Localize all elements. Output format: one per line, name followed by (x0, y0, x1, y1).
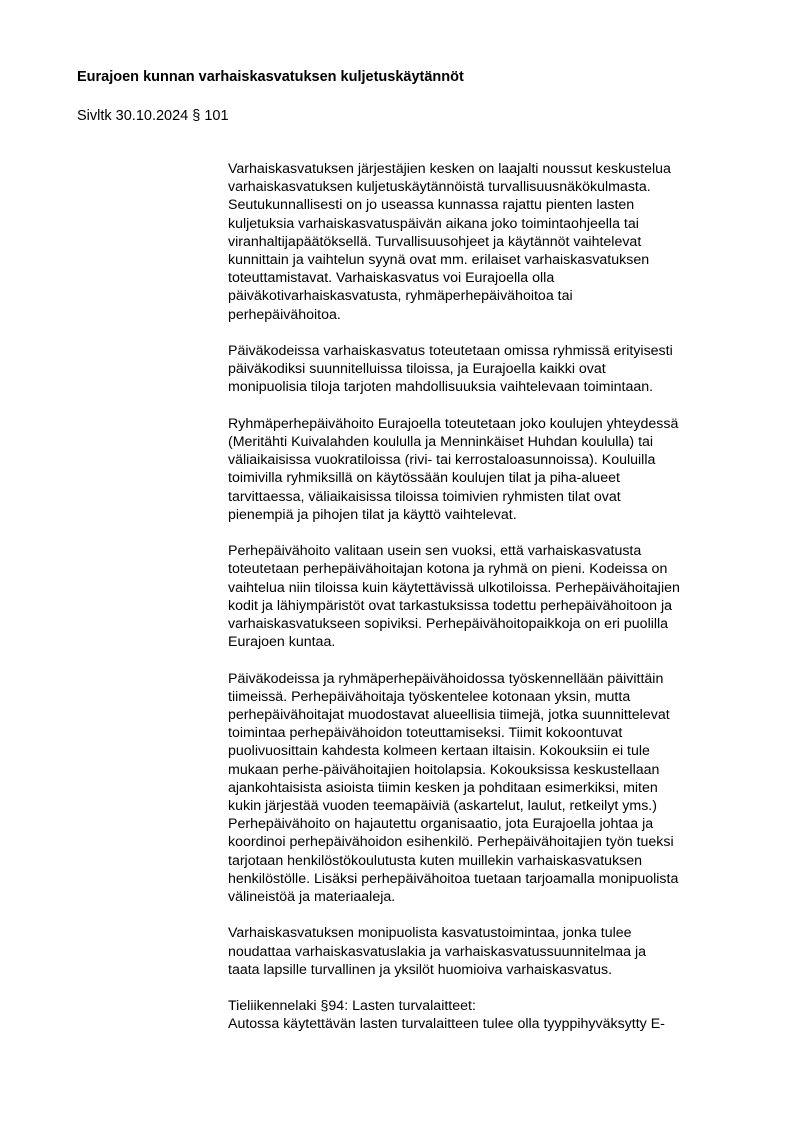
text-line: viranhaltijapäätöksellä. Turvallisuusohjeet ja käytännöt vaihtelevat (228, 233, 642, 250)
text-line: Varhaiskasvatuksen järjestäjien kesken on laajalti noussut keskustelua (228, 161, 671, 177)
text-line: kuljetuksia varhaiskasvatuspäivän aikana joko toimintaohjeella tai (228, 215, 639, 232)
text-line: Päiväkodeissa varhaiskasvatus toteutetaan omissa ryhmissä erityisesti (228, 343, 673, 360)
text-line: noudattaa varhaiskasvatuslakia ja varhaiskasvatussuunnitelmaa ja (228, 943, 646, 960)
text-line: päiväkotivarhaiskasvatusta, ryhmäperhepäivähoitoa tai (228, 288, 573, 305)
text-line: taata lapsille turvallinen ja yksilöt huomioiva varhaiskasvatus. (228, 961, 613, 978)
text-line: välineistöä ja materiaaleja. (228, 889, 396, 906)
text-line: päiväkodiksi suunnitelluissa tiloissa, ja Eurajoella kaikki ovat (228, 361, 606, 378)
text-line: toteutetaan perhepäivähoitajan kotona ja ryhmä on pieni. Kodeissa on (228, 561, 668, 578)
text-line: kodit ja lähiympäristöt ovat tarkastuksissa todettu perhepäivähoitoon ja (228, 597, 673, 614)
paragraph-background (228, 160, 748, 324)
text-line: Ryhmäperhepäivähoito Eurajoella toteutetaan joko koulujen yhteydessä (228, 415, 679, 432)
text-line: puolivuosittain kahdesta kolmeen kertaan iltaisin. Kokouksiin ei tule (228, 743, 650, 760)
text-line: Seutukunnallisesti on jo useassa kunnassa rajattu pienten lasten (228, 197, 635, 214)
text-line: toimivilla ryhmiksillä on käytössään koulujen tilat ja piha-alueet (228, 470, 620, 487)
paragraph-traffic-law (228, 997, 748, 1033)
text-line: toteuttamistavat. Varhaiskasvatus voi Eurajoella olla (228, 270, 555, 287)
text-line: toimintaa perhepäivähoidon toteuttamiseksi. Tiimit kokoontuvat (228, 725, 623, 742)
text-line: Tieliikennelaki §94: Lasten turvalaitteet: (228, 998, 476, 1015)
text-line: tarvittaessa, väliaikaisissa tiloissa toimivien ryhmisten tilat ovat (228, 488, 621, 505)
text-line: henkilöstölle. Lisäksi perhepäivähoitoa tuetaan tarjoamalla monipuolista (228, 870, 679, 887)
text-line: ajankohtaisista asioista tiimin kesken ja pohditaan esimerkiksi, miten (228, 779, 658, 796)
text-line: perhepäivähoitajat muodostavat alueellisia tiimejä, jotka suunnittelevat (228, 707, 670, 724)
text-line: varhaiskasvatukseen sopiviksi. Perhepäivähoitopaikkoja on eri puolilla (228, 616, 669, 633)
text-line: Päiväkodeissa ja ryhmäperhepäivähoidossa työskennellään päivittäin (228, 670, 664, 687)
text-line: Autossa käytettävän lasten turvalaitteen tulee olla tyyppihyväksytty E- (228, 1016, 665, 1033)
text-line: monipuolisia tiloja tarjoten mahdollisuuksia vaihtelevaan toimintaan. (228, 379, 654, 396)
text-line: mukaan perhe-päivähoitajien hoitolapsia. Kokouksissa keskustellaan (228, 761, 660, 778)
text-line: Perhepäivähoito on hajautettu organisaatio, jota Eurajoella johtaa ja (228, 816, 654, 833)
text-line: Eurajoen kuntaa. (228, 634, 336, 651)
text-line: (Meritähti Kuivalahden koululla ja Menninkäiset Huhdan koululla) tai (228, 434, 654, 451)
text-line: tiimeissä. Perhepäivähoitaja työskentelee kotonaan yksin, mutta (228, 688, 631, 705)
paragraph-education-activity (228, 924, 748, 979)
text-line: Perhepäivähoito valitaan usein sen vuoksi, että varhaiskasvatusta (228, 543, 642, 560)
text-line: koordinoi perhepäivähoidon esihenkilö. Perhepäivähoitajien työn tueksi (228, 834, 674, 851)
text-line: perhepäivähoitoa. (228, 306, 341, 323)
paragraph-group-family-daycare (228, 415, 748, 524)
meeting-reference: Sivltk 30.10.2024 § 101 (77, 108, 229, 124)
text-line: väliaikaisissa vuokratiloissa (rivi- tai kerrostaloasunnoissa). Kouluilla (228, 452, 656, 469)
text-line: vaihtelua niin tiloissa kuin käytettävissä ulkotiloissa. Perhepäivähoitajien (228, 579, 680, 596)
text-line: tarjotaan henkilöstökoulutusta kuten muillekin varhaiskasvatuksen (228, 852, 643, 869)
text-line: kukin järjestää vuoden teemapäiviä (askartelut, laulut, retkeilyt yms.) (228, 798, 657, 815)
paragraph-daycare (228, 342, 748, 397)
paragraph-family-daycare (228, 542, 748, 651)
document-body (228, 160, 748, 1052)
text-line: pienempiä ja pihojen tilat ja käyttö vaihtelevat. (228, 506, 517, 523)
text-line: Varhaiskasvatuksen monipuolista kasvatustoimintaa, jonka tulee (228, 925, 632, 942)
document-title: Eurajoen kunnan varhaiskasvatuksen kuljetuskäytännöt (77, 69, 464, 85)
text-line: varhaiskasvatuksen kuljetuskäytännöistä turvallisuusnäkökulmasta. (228, 179, 651, 196)
text-line: kunnittain ja vaihtelun syynä ovat mm. erilaiset varhaiskasvatuksen (228, 252, 650, 269)
paragraph-teamwork (228, 670, 748, 907)
